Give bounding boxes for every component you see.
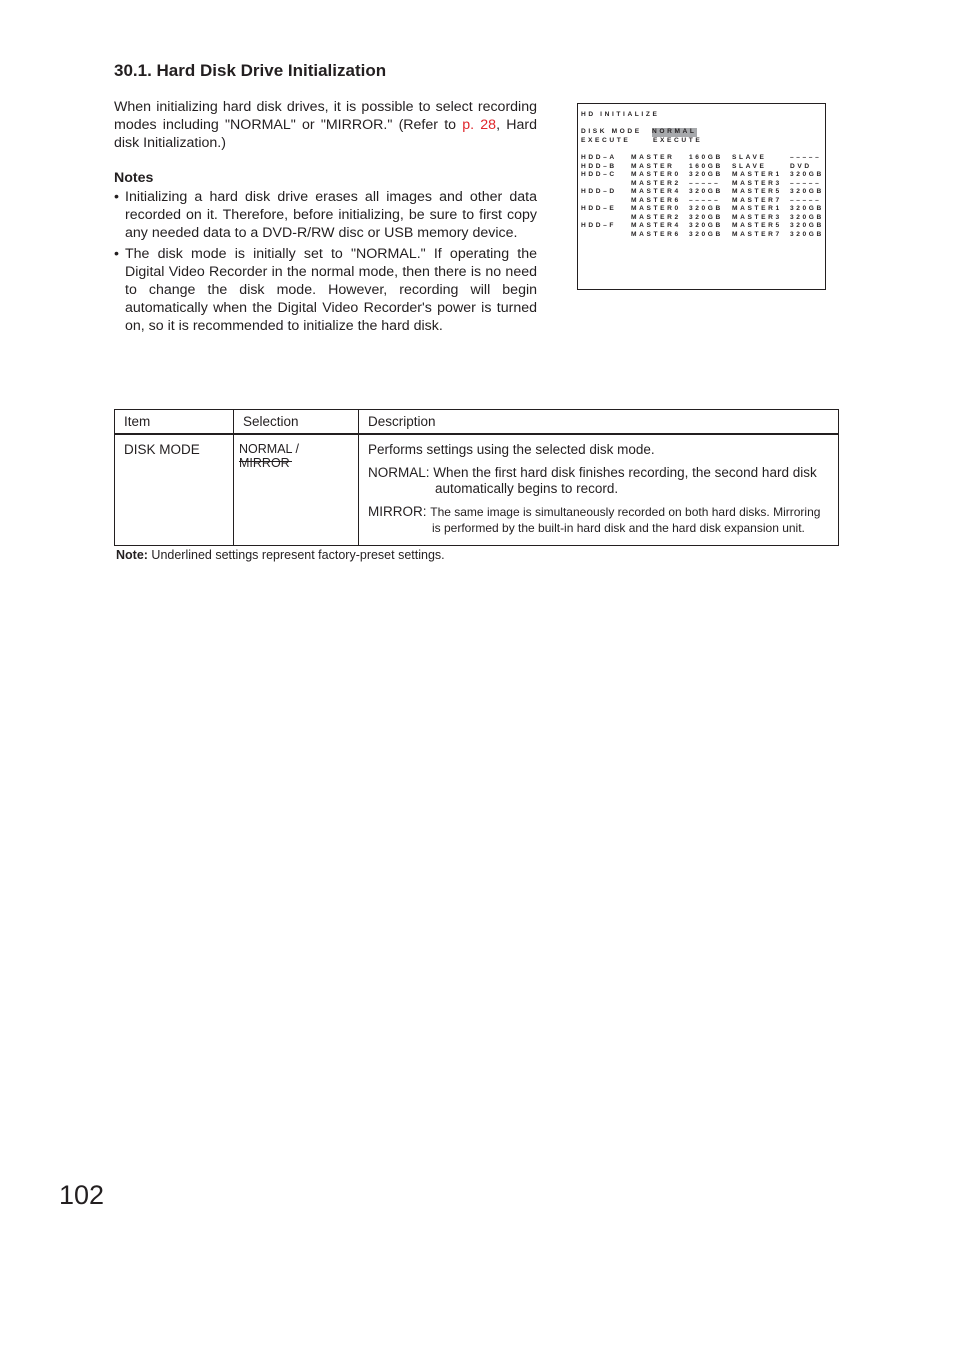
secondary-drive: MASTER1 [732, 171, 782, 178]
primary-capacity: 320GB [689, 171, 723, 178]
secondary-capacity: ––––– [790, 179, 822, 187]
primary-capacity: 160GB [689, 162, 723, 170]
secondary-capacity: 320GB [790, 213, 824, 221]
secondary-drive: MASTER7 [732, 196, 782, 204]
secondary-drive: MASTER7 [732, 230, 782, 238]
hdd-label: HDD–C [581, 171, 617, 178]
cell-item: DISK MODE [115, 434, 234, 545]
hdd-label: HDD–A [581, 154, 617, 161]
screen-title: HD INITIALIZE [581, 111, 660, 118]
table-header-row [115, 410, 839, 435]
secondary-drive: MASTER3 [732, 213, 782, 221]
settings-table [114, 409, 839, 546]
page-reference-link[interactable]: p. 28 [462, 117, 497, 133]
hdd-label: HDD–B [581, 162, 617, 170]
hdd-label: HDD–D [581, 188, 617, 195]
secondary-drive: MASTER5 [732, 222, 782, 229]
primary-drive: MASTER0 [631, 171, 681, 178]
footnote-text: Underlined settings represent factory-preset settings. [147, 548, 445, 562]
primary-capacity: 160GB [689, 154, 723, 161]
description-lead: Performs settings using the selected disk mode. [368, 442, 655, 457]
primary-capacity: 320GB [689, 205, 723, 212]
bullet: • [114, 246, 119, 263]
primary-drive: MASTER2 [631, 179, 681, 187]
execute-label: EXECUTE [581, 137, 631, 144]
secondary-capacity: ––––– [790, 154, 822, 161]
table-footnote [116, 548, 445, 562]
description-normal: NORMAL: When the first hard disk finishes recording, the second hard disk automatically begins to record. [368, 464, 817, 496]
primary-capacity: 320GB [689, 213, 723, 221]
intro-text-end: , Hard disk Initialization.) [114, 117, 537, 151]
intro-text: When initializing hard disk drives, it is possible to select recording modes including "NORMAL" or "MIRROR." (Refer to [114, 99, 537, 133]
intro-paragraph [114, 98, 537, 152]
selection-rest: / MIRROR [239, 442, 299, 470]
cell-description [359, 434, 839, 545]
notes-list [114, 189, 537, 339]
secondary-drive: SLAVE [732, 154, 767, 161]
hdd-label: HDD–E [581, 205, 617, 212]
bullet: • [114, 189, 119, 205]
primary-drive: MASTER4 [631, 222, 681, 229]
secondary-drive: MASTER5 [732, 188, 782, 195]
header-description: Description [359, 410, 839, 435]
cell-selection [234, 434, 359, 545]
description-mirror: MIRROR: The same image is simultaneously recorded on both hard disks. Mirroring is performed by the built-in hard disk and the hard disk expansion unit. [368, 503, 821, 535]
secondary-capacity: DVD [790, 162, 812, 170]
notes-title: Notes [114, 170, 154, 186]
secondary-capacity: 320GB [790, 222, 824, 229]
secondary-drive: SLAVE [732, 162, 767, 170]
primary-capacity: ––––– [689, 196, 721, 204]
header-item: Item [115, 410, 234, 435]
secondary-capacity: ––––– [790, 196, 822, 204]
primary-drive: MASTER2 [631, 213, 681, 221]
secondary-capacity: 320GB [790, 205, 824, 212]
primary-capacity: 320GB [689, 188, 723, 195]
primary-drive: MASTER6 [631, 230, 681, 238]
secondary-capacity: 320GB [790, 188, 824, 195]
footnote-label: Note: [116, 548, 148, 562]
header-selection: Selection [234, 410, 359, 435]
page-number: 102 [59, 1180, 105, 1210]
hdd-label: HDD–F [581, 222, 616, 229]
secondary-drive: MASTER3 [732, 179, 782, 187]
table-row [115, 434, 839, 545]
primary-capacity: ––––– [689, 179, 721, 187]
execute-value[interactable]: EXECUTE [653, 137, 703, 144]
note-item: • Initializing a hard disk drive erases all images and other data recorded on it. Therefore, before initializing, be sure to first copy any needed data to a DVD-R/RW disc or USB memory device. [114, 189, 537, 241]
primary-capacity: 320GB [689, 222, 723, 229]
primary-drive: MASTER [631, 162, 675, 170]
hd-initialize-screen [577, 103, 826, 290]
primary-drive: MASTER0 [631, 205, 681, 212]
primary-capacity: 320GB [689, 230, 723, 238]
secondary-drive: MASTER1 [732, 205, 782, 212]
primary-drive: MASTER [631, 154, 675, 161]
note-item: • The disk mode is initially set to "NORMAL." If operating the Digital Video Recorder in the normal mode, then there is no need to change the disk mode. However, recording will begin automatically when the Digital Video Recorder's power is turned on, so it is recommended to initialize the hard disk. [114, 246, 537, 334]
disk-mode-label: DISK MODE [581, 128, 642, 135]
secondary-capacity: 320GB [790, 171, 824, 178]
section-heading: 30.1. Hard Disk Drive Initialization [114, 61, 387, 80]
primary-drive: MASTER6 [631, 196, 681, 204]
secondary-capacity: 320GB [790, 230, 824, 238]
disk-mode-value[interactable]: NORMAL [652, 128, 697, 135]
selection-default: NORMAL [239, 442, 292, 462]
primary-drive: MASTER4 [631, 188, 681, 195]
